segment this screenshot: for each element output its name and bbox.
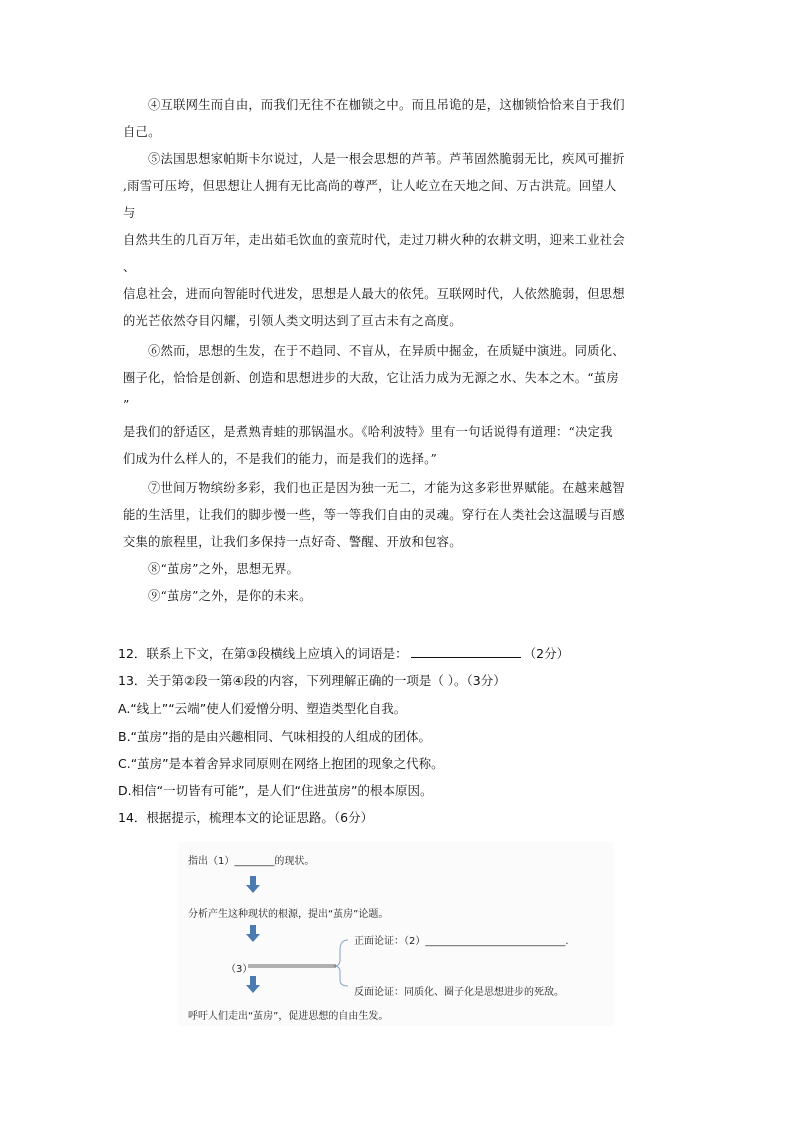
down-arrow-icon	[246, 976, 260, 993]
passage-line: 、	[123, 260, 136, 274]
question-12	[118, 645, 569, 662]
option-c: C.“茧房”是本着舍异求同原则在网络上抱团的现象之代称。	[118, 756, 444, 771]
argument-flow-diagram	[178, 842, 614, 1026]
question-13: 13．关于第②段一第④段的内容，下列理解正确的一项是（ ）。（3分）	[118, 673, 506, 688]
answer-blank[interactable]	[411, 645, 521, 658]
passage-line: 信息社会，进而向智能时代进发，思想是人最大的依凭。互联网时代，人依然脆弱，但思想	[123, 287, 625, 301]
option-a: A.“线上”“云端”使人们爱憎分明、塑造类型化自我。	[118, 701, 407, 716]
flow-step-2: 分析产生这种现状的根源，提出“茧房”论题。	[188, 909, 389, 920]
down-arrow-icon	[246, 876, 260, 893]
passage-line: ④互联网生而自由，而我们无往不在枷锁之中。而且吊诡的是，这枷锁恰恰来自于我们	[148, 98, 625, 112]
question-12-text: 12．联系上下文，在第③段横线上应填入的词语是：	[118, 646, 408, 661]
passage-line: ⑦世间万物缤纷多彩，我们也正是因为独一无二，才能为这多彩世界赋能。在越来越智	[148, 481, 625, 495]
question-12-score: （2分）	[523, 646, 570, 661]
passage-line: 与	[123, 206, 136, 220]
passage-line: 们成为什么样人的，不是我们的能力，而是我们的选择。”	[123, 452, 438, 466]
passage-line: 自己。	[123, 125, 161, 139]
passage-line: ⑨“茧房”之外，是你的未来。	[148, 589, 312, 603]
positive-argument: 正面论证：（2）____________________________.	[354, 936, 569, 947]
flow-step-1: 指出（1）________的现状。	[188, 856, 315, 867]
passage-line: 自然共生的几百万年，走出茹毛饮血的蛮荒时代，走过刀耕火种的农耕文明，迎来工业社会	[123, 233, 625, 247]
negative-argument: 反面论证：同质化、圈子化是思想进步的死敌。	[354, 987, 564, 998]
option-b: B.“茧房”指的是由兴趣相同、气味相投的人组成的团体。	[118, 729, 432, 744]
flow-step-4: 呼吁人们走出“茧房”，促进思想的自由生发。	[188, 1011, 389, 1022]
passage-line: ⑤法国思想家帕斯卡尔说过，人是一根会思想的芦苇。芦苇固然脆弱无比，疾风可摧折	[148, 152, 625, 166]
passage-line: ⑥然而，思想的生发，在于不趋同、不盲从，在异质中掘金，在质疑中演进。同质化、	[148, 344, 625, 358]
passage-line: 是我们的舒适区，是煮熟青蛙的那锅温水。《哈利波特》里有一句话说得有道理：“决定我	[123, 425, 613, 439]
passage-line: ⑧“茧房”之外，思想无界。	[148, 562, 300, 576]
flow-step-3-label: （3）	[226, 964, 253, 975]
question-14: 14．根据提示，梳理本文的论证思路。（6分）	[118, 810, 374, 825]
passage-line: ,雨雪可压垮，但思想让人拥有无比高尚的尊严，让人屹立在天地之间、万古洪荒。回望人	[123, 179, 617, 193]
option-d: D.相信“一切皆有可能”，是人们“住进茧房”的根本原因。	[118, 783, 433, 798]
passage-line: 圈子化，恰恰是创新、创造和思想进步的大敌，它让活力成为无源之水、失本之木。“茧房	[123, 371, 619, 385]
passage-line: 能的生活里，让我们的脚步慢一些，等一等我们自由的灵魂。穿行在人类社会这温暖与百感	[123, 508, 625, 522]
branch-connector	[248, 938, 358, 988]
passage-line: 的光芒依然夺目闪耀，引领人类文明达到了亘古未有之高度。	[123, 314, 462, 328]
passage-line: ”	[123, 398, 130, 412]
passage-line: 交集的旅程里，让我们多保持一点好奇、警醒、开放和包容。	[123, 535, 462, 549]
